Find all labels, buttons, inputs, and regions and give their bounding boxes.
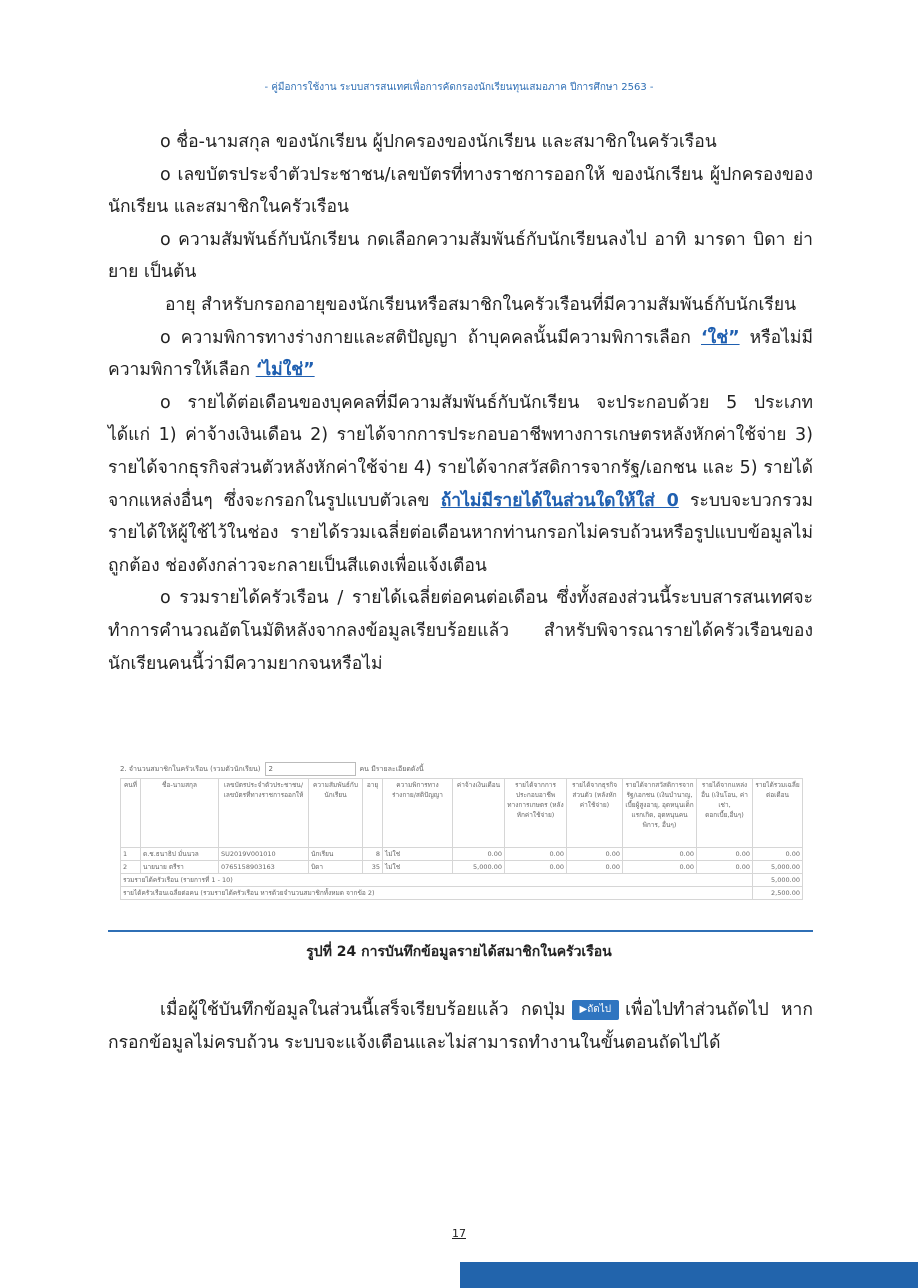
average-value: 2,500.00 [753, 887, 803, 900]
income-table [120, 778, 803, 900]
col-header: เลขบัตรประจำตัวประชาชน/เลขบัตรที่ทางราชการออกให้ [219, 779, 309, 848]
col-header: รายได้จากการประกอบอาชีพทางการเกษตร (หลังหักค่าใช้จ่าย) [505, 779, 567, 848]
income-form-screenshot [120, 760, 802, 900]
bullet-id-number: o เลขบัตรประจำตัวประชาชน/เลขบัตรที่ทางราชการออกให้ ของนักเรียน ผู้ปกครองของนักเรียน และสมาชิกในครัวเรือน [108, 164, 813, 218]
col-header: ความสัมพันธ์กับนักเรียน [309, 779, 363, 848]
col-header: รายได้จากสวัสดิการจากรัฐ/เอกชน (เงินบำนาญ, เบี้ยผู้สูงอายุ, อุดหนุนเด็กแรกเกิด, อุดหนุนคนพิการ, อื่นๆ) [623, 779, 697, 848]
col-header: ชื่อ-นามสกุล [141, 779, 219, 848]
page-header: - คู่มือการใช้งาน ระบบสารสนเทศเพื่อการคัดกรองนักเรียนทุนเสมอภาค ปีการศึกษา 2563 - [264, 82, 654, 93]
col-header: คนที่ [121, 779, 141, 848]
average-label: รายได้ครัวเรือนเฉลี่ยต่อคน (รวมรายได้ครัวเรือน หารด้วยจำนวนสมาชิกทั้งหมด จากข้อ 2) [121, 887, 753, 900]
figure-caption: รูปที่ 24 การบันทึกข้อมูลรายได้สมาชิกในครัวเรือน [306, 944, 612, 960]
option-yes: ‘ใช่” [701, 327, 740, 348]
member-count-hint: คน มีรายละเอียดดังนี้ [359, 764, 424, 773]
table-row: 1 ด.ช.ธนาธิป มั่นนวล SU2019V001010 นักเรียน 8 ไม่ใช่ 0.00 0.00 0.00 0.00 0.00 0.00 [121, 848, 803, 861]
caption-divider [108, 930, 813, 932]
average-row [121, 887, 803, 900]
col-header: รายได้จากแหล่งอื่น (เงินโอน, ค่าเช่า, ดอกเบี้ย,อื่นๆ) [697, 779, 753, 848]
option-no: ‘ไม่ใช่” [255, 360, 315, 381]
bullet-income: o รายได้ต่อเดือนของบุคคลที่มีความสัมพันธ์กับนักเรียน จะประกอบด้วย 5 ประเภท ได้แก่ 1) ค่าจ้างเงินเดือน 2) รายได้จากการประกอบอาชีพทางการเกษตรหลังหักค่าใช้จ่าย 3) รายได้จากธุรกิจส่วนตัวหลังหักค่าใช้จ่าย 4) รายได้จากสวัสดิการจากรัฐ/เอกชน และ 5) รายได้จากแหล่งอื่นๆ ซึ่งจะกรอกในรูปแบบตัวเลข ถ้าไม่มีรายได้ในส่วนใดให้ใส่ 0 ระบบจะบวกรวมรายได้ให้ผู้ใช้ไว้ในช่อง รายได้รวมเฉลี่ยต่อเดือนหากท่านกรอกไม่ครบถ้วนหรือรูปแบบข้อมูลไม่ถูกต้อง ช่องดังกล่าวจะกลายเป็นสีแดงเพื่อแจ้งเตือน [108, 392, 813, 576]
total-label: รวมรายได้ครัวเรือน (รายการที่ 1 - 10) [121, 874, 753, 887]
bullet-relationship: o ความสัมพันธ์กับนักเรียน กดเลือกความสัมพันธ์กับนักเรียนลงไป อาทิ มารดา บิดา ย่า ยาย เป็นต้น [108, 229, 813, 283]
footer-bar [460, 1262, 918, 1288]
page-number: 17 [452, 1227, 466, 1240]
instruction-text: เมื่อผู้ใช้บันทึกข้อมูลในส่วนนี้เสร็จเรียบร้อยแล้ว กดปุ่ม ▶ถัดไป เพื่อไปทำส่วนถัดไป หากกรอกข้อมูลไม่ครบถ้วน ระบบจะแจ้งเตือนและไม่สามารถทำงานในขั้นตอนถัดไปได้ [108, 1000, 813, 1053]
total-value: 5,000.00 [753, 874, 803, 887]
member-count-label: 2. จำนวนสมาชิกในครัวเรือน (รวมตัวนักเรียน) [120, 764, 261, 773]
member-count-input: 2 [265, 762, 356, 776]
zero-note: ถ้าไม่มีรายได้ในส่วนใดให้ใส่ 0 [440, 490, 679, 511]
table-header [121, 779, 803, 848]
col-header: ค่าจ้างเงินเดือน [453, 779, 505, 848]
member-count-row [120, 760, 802, 778]
next-button[interactable]: ▶ถัดไป [572, 1000, 620, 1020]
col-header: อายุ [363, 779, 383, 848]
col-header: รายได้รวมเฉลี่ยต่อเดือน [753, 779, 803, 848]
bullet-household-total: o รวมรายได้ครัวเรือน / รายได้เฉลี่ยต่อคนต่อเดือน ซึ่งทั้งสองส่วนนี้ระบบสารสนเทศจะทำการคำนวณอัตโนมัติหลังจากลงข้อมูลเรียบร้อยแล้ว สำหรับพิจารณารายได้ครัวเรือนของนักเรียนคนนี้ว่ามีความยากจนหรือไม่ [108, 588, 813, 674]
total-row [121, 874, 803, 887]
bullet-disability: o ความพิการทางร่างกายและสติปัญญา ถ้าบุคคลนั้นมีความพิการเลือก ‘ใช่” หรือไม่มีความพิการให้เลือก ‘ไม่ใช่” [108, 327, 813, 381]
bullet-age: อายุ สำหรับกรอกอายุของนักเรียนหรือสมาชิกในครัวเรือนที่มีความสัมพันธ์กับนักเรียน [165, 294, 797, 315]
body-text [108, 126, 813, 680]
table-row: 2 นายนาย ตรีรา 0765158903163 บิดา 35 ไม่ใช่ 5,000.00 0.00 0.00 0.00 0.00 5,000.00 [121, 861, 803, 874]
col-header: รายได้จากธุรกิจส่วนตัว (หลังหักค่าใช้จ่าย) [567, 779, 623, 848]
bullet-name: o ชื่อ-นามสกุล ของนักเรียน ผู้ปกครองของนักเรียน และสมาชิกในครัวเรือน [160, 132, 717, 152]
col-header: ความพิการทางร่างกาย/สติปัญญา [383, 779, 453, 848]
